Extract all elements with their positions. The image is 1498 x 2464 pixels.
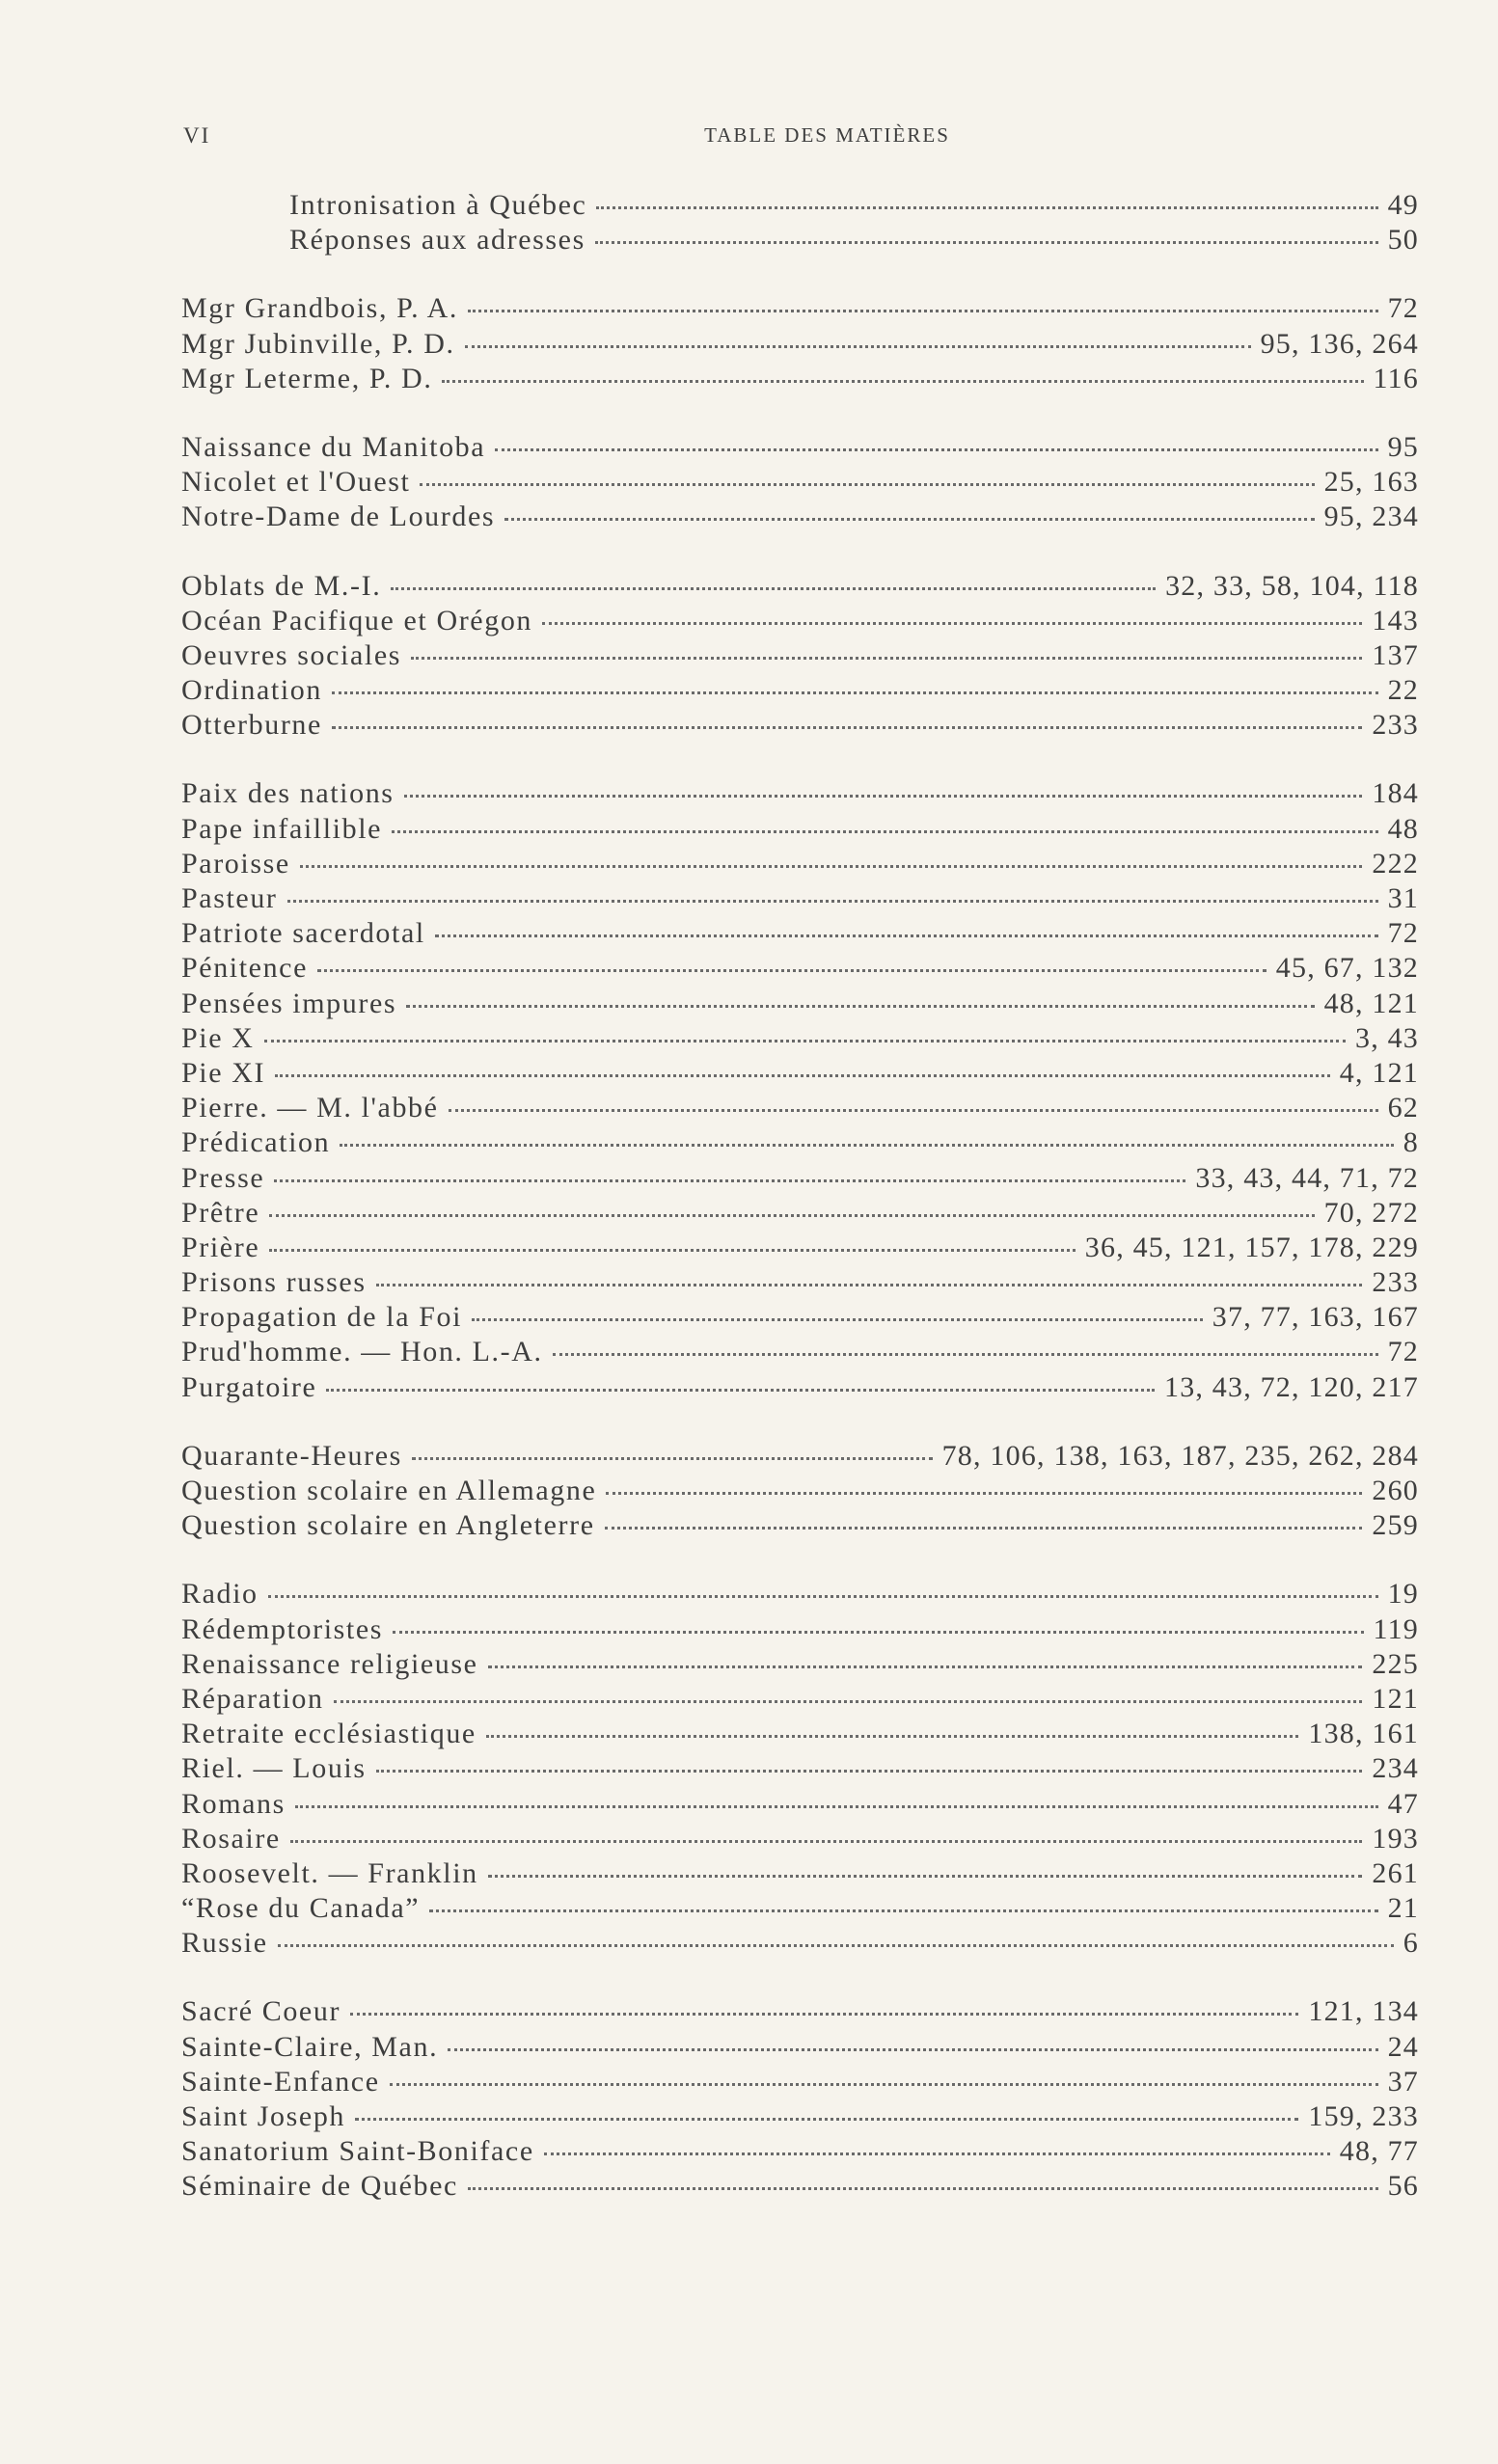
entry-pages: 13, 43, 72, 120, 217	[1164, 1370, 1419, 1403]
entry-pages: 50	[1387, 224, 1419, 257]
index-entry	[181, 951, 1419, 986]
entry-pages: 56	[1387, 2170, 1419, 2203]
entry-label: Propagation de la Foi	[181, 1301, 463, 1334]
running-title: TABLE DES MATIÈRES	[704, 123, 950, 147]
entry-label: Naissance du Manitoba	[181, 430, 486, 463]
dot-leader	[295, 1805, 1378, 1808]
dot-leader	[504, 518, 1314, 521]
index-group	[181, 1577, 1419, 1961]
entry-label: Presse	[181, 1161, 265, 1194]
entry-pages: 193	[1372, 1822, 1419, 1855]
index-entry	[181, 223, 1419, 257]
index-entry	[181, 1717, 1419, 1751]
dot-leader	[393, 1631, 1363, 1634]
index-entries	[181, 188, 1419, 2238]
dot-leader	[274, 1179, 1185, 1182]
index-group	[181, 1994, 1419, 2204]
running-head	[183, 123, 1413, 162]
dot-leader	[300, 865, 1363, 868]
dot-leader	[596, 206, 1377, 209]
index-entry	[181, 1612, 1419, 1647]
entry-pages: 95	[1387, 430, 1419, 463]
entry-label: Ordination	[181, 674, 322, 707]
entry-pages: 70, 272	[1323, 1196, 1419, 1229]
dot-leader	[275, 1074, 1330, 1077]
dot-leader	[606, 1492, 1362, 1495]
dot-leader	[340, 1144, 1394, 1147]
entry-pages: 19	[1387, 1578, 1419, 1611]
entry-pages: 48, 77	[1339, 2135, 1419, 2168]
index-entry	[181, 673, 1419, 708]
entry-label: Oeuvres sociales	[181, 638, 402, 671]
entry-label: Pierre. — M. l'abbé	[181, 1092, 439, 1124]
dot-leader	[355, 2118, 1298, 2121]
dot-leader	[392, 830, 1378, 833]
entry-pages: 260	[1372, 1475, 1419, 1506]
entry-pages: 78, 106, 138, 163, 187, 235, 262, 284	[941, 1439, 1419, 1472]
entry-pages: 8	[1403, 1126, 1419, 1159]
entry-label: Paroisse	[181, 847, 290, 880]
entry-label: Prud'homme. — Hon. L.-A.	[181, 1336, 543, 1368]
index-entry	[181, 1439, 1419, 1474]
entry-label: Quarante-Heures	[181, 1439, 402, 1472]
entry-label: “Rose du Canada”	[181, 1892, 421, 1925]
dot-leader	[332, 726, 1362, 729]
entry-pages: 222	[1372, 847, 1419, 880]
entry-label: Purgatoire	[181, 1370, 317, 1403]
entry-pages: 72	[1387, 292, 1419, 325]
entry-pages: 4, 121	[1339, 1056, 1419, 1089]
entry-label: Sacré Coeur	[181, 1995, 341, 2028]
dot-leader	[268, 1595, 1378, 1598]
dot-leader	[495, 448, 1377, 451]
entry-pages: 48, 121	[1323, 987, 1419, 1019]
entry-label: Sainte-Claire, Man.	[181, 2030, 439, 2063]
entry-label: Pasteur	[181, 882, 278, 914]
dot-leader	[269, 1249, 1076, 1252]
entry-pages: 24	[1387, 2030, 1419, 2063]
entry-label: Oblats de M.-I.	[181, 569, 382, 602]
index-entry	[181, 1056, 1419, 1091]
dot-leader	[468, 310, 1378, 312]
entry-pages: 259	[1372, 1509, 1419, 1542]
dot-leader	[326, 1389, 1155, 1392]
index-group	[181, 430, 1419, 535]
index-entry	[181, 638, 1419, 673]
index-entry	[181, 1370, 1419, 1405]
entry-label: Patriote sacerdotal	[181, 917, 425, 950]
index-entry	[181, 1300, 1419, 1335]
entry-pages: 225	[1372, 1647, 1419, 1680]
index-entry	[181, 916, 1419, 951]
entry-pages: 31	[1387, 882, 1419, 914]
entry-label: Riel. — Louis	[181, 1752, 367, 1785]
dot-leader	[544, 2153, 1330, 2155]
dot-leader	[317, 969, 1266, 972]
index-entry	[181, 2169, 1419, 2204]
dot-leader	[488, 1875, 1363, 1878]
index-entry	[181, 430, 1419, 465]
entry-label: Otterburne	[181, 709, 322, 742]
entry-pages: 72	[1387, 917, 1419, 950]
entry-label: Mgr Leterme, P. D.	[181, 362, 433, 394]
index-entry	[181, 2030, 1419, 2065]
entry-pages: 143	[1372, 604, 1419, 636]
index-group	[181, 569, 1419, 744]
entry-label: Séminaire de Québec	[181, 2170, 458, 2203]
entry-label: Pensées impures	[181, 987, 397, 1019]
index-entry	[181, 569, 1419, 604]
entry-label: Romans	[181, 1787, 286, 1820]
index-entry	[181, 327, 1419, 362]
entry-pages: 33, 43, 44, 71, 72	[1195, 1161, 1419, 1194]
entry-label: Radio	[181, 1578, 259, 1611]
dot-leader	[420, 483, 1314, 486]
index-entry	[181, 2099, 1419, 2134]
entry-pages: 121	[1372, 1682, 1419, 1715]
entry-label: Mgr Grandbois, P. A.	[181, 292, 459, 325]
index-entry	[181, 1751, 1419, 1786]
index-entry	[181, 881, 1419, 916]
index-entry	[181, 465, 1419, 500]
index-entry	[181, 1335, 1419, 1369]
index-entry	[181, 708, 1419, 743]
dot-leader	[391, 587, 1156, 590]
dot-leader	[350, 2013, 1298, 2016]
entry-pages: 48	[1387, 812, 1419, 845]
index-entry	[181, 1508, 1419, 1543]
dot-leader	[278, 1944, 1394, 1947]
entry-label: Rosaire	[181, 1822, 281, 1855]
entry-label: Réparation	[181, 1682, 324, 1715]
entry-label: Notre-Dame de Lourdes	[181, 501, 496, 533]
dot-leader	[605, 1527, 1363, 1530]
index-entry	[181, 1021, 1419, 1056]
index-entry	[181, 2134, 1419, 2169]
entry-pages: 137	[1372, 638, 1419, 671]
entry-label: Pape infaillible	[181, 812, 383, 845]
entry-pages: 22	[1387, 674, 1419, 707]
index-entry	[181, 1891, 1419, 1926]
index-entry	[181, 1682, 1419, 1717]
entry-label: Roosevelt. — Franklin	[181, 1856, 478, 1889]
dot-leader	[264, 1040, 1347, 1042]
dot-leader	[429, 1909, 1377, 1912]
entry-label: Intronisation à Québec	[289, 189, 587, 221]
entry-pages: 25, 163	[1323, 466, 1419, 499]
dot-leader	[404, 795, 1363, 798]
dot-leader	[269, 1214, 1314, 1217]
entry-pages: 95, 136, 264	[1260, 327, 1419, 360]
entry-label: Prisons russes	[181, 1266, 367, 1299]
entry-label: Sainte-Enfance	[181, 2065, 380, 2098]
dot-leader	[468, 2187, 1378, 2190]
entry-pages: 21	[1387, 1892, 1419, 1925]
index-entry	[181, 1926, 1419, 1961]
dot-leader	[449, 1109, 1378, 1112]
entry-label: Saint Joseph	[181, 2100, 346, 2132]
index-entry	[181, 188, 1419, 223]
index-entry	[181, 1822, 1419, 1856]
dot-leader	[448, 2048, 1377, 2051]
entry-label: Pie X	[181, 1021, 255, 1054]
entry-pages: 47	[1387, 1787, 1419, 1820]
entry-label: Prière	[181, 1231, 260, 1263]
index-entry	[181, 987, 1419, 1021]
entry-pages: 159, 233	[1308, 2100, 1419, 2132]
entry-pages: 261	[1372, 1856, 1419, 1889]
entry-pages: 121, 134	[1308, 1995, 1419, 2028]
index-group	[181, 776, 1419, 1404]
index-group	[181, 188, 1419, 257]
dot-leader	[411, 657, 1362, 660]
dot-leader	[334, 1700, 1363, 1703]
index-entry	[181, 1994, 1419, 2029]
index-entry	[181, 500, 1419, 534]
dot-leader	[390, 2083, 1378, 2086]
index-entry	[181, 1787, 1419, 1822]
dot-leader	[406, 1005, 1314, 1008]
index-entry	[181, 1856, 1419, 1891]
entry-label: Pie XI	[181, 1056, 266, 1089]
entry-pages: 6	[1403, 1927, 1419, 1960]
entry-label: Paix des nations	[181, 777, 395, 810]
dot-leader	[542, 622, 1362, 625]
dot-leader	[553, 1353, 1378, 1356]
index-entry	[181, 1647, 1419, 1682]
entry-pages: 36, 45, 121, 157, 178, 229	[1084, 1231, 1419, 1263]
entry-pages: 116	[1373, 362, 1419, 394]
index-entry	[181, 776, 1419, 811]
entry-label: Renaissance religieuse	[181, 1647, 478, 1680]
entry-pages: 37, 77, 163, 167	[1212, 1301, 1419, 1334]
dot-leader	[376, 1284, 1363, 1286]
dot-leader	[332, 691, 1378, 694]
dot-leader	[412, 1457, 933, 1460]
entry-pages: 234	[1372, 1752, 1419, 1785]
index-group	[181, 1439, 1419, 1544]
dot-leader	[376, 1770, 1363, 1773]
entry-label: Océan Pacifique et Orégon	[181, 604, 533, 636]
index-entry	[181, 362, 1419, 396]
dot-leader	[290, 1840, 1363, 1843]
entry-label: Retraite ecclésiastique	[181, 1718, 477, 1750]
entry-label: Nicolet et l'Ouest	[181, 466, 411, 499]
entry-label: Réponses aux adresses	[289, 224, 586, 257]
entry-pages: 45, 67, 132	[1275, 952, 1419, 985]
index-entry	[181, 1161, 1419, 1196]
index-entry	[181, 1091, 1419, 1125]
dot-leader	[486, 1735, 1299, 1738]
page-folio: VI	[183, 123, 211, 148]
entry-label: Question scolaire en Allemagne	[181, 1475, 597, 1506]
index-entry	[181, 847, 1419, 881]
entry-label: Prédication	[181, 1126, 331, 1159]
dot-leader	[465, 345, 1251, 348]
entry-pages: 37	[1387, 2065, 1419, 2098]
dot-leader	[435, 934, 1378, 937]
entry-label: Pénitence	[181, 952, 309, 985]
entry-pages: 184	[1372, 777, 1419, 810]
entry-label: Mgr Jubinville, P. D.	[181, 327, 455, 360]
entry-label: Russie	[181, 1927, 268, 1960]
entry-label: Prêtre	[181, 1196, 260, 1229]
entry-label: Question scolaire en Angleterre	[181, 1509, 595, 1542]
entry-pages: 95, 234	[1323, 501, 1419, 533]
entry-pages: 49	[1387, 189, 1419, 221]
dot-leader	[472, 1318, 1203, 1321]
dot-leader	[442, 380, 1363, 383]
index-entry	[181, 1196, 1419, 1231]
index-entry	[181, 2065, 1419, 2099]
entry-pages: 62	[1387, 1092, 1419, 1124]
dot-leader	[287, 900, 1378, 903]
entry-pages: 233	[1372, 709, 1419, 742]
entry-pages: 32, 33, 58, 104, 118	[1165, 569, 1419, 602]
index-entry	[181, 1577, 1419, 1611]
entry-label: Rédemptoristes	[181, 1612, 384, 1645]
index-entry	[181, 812, 1419, 847]
entry-pages: 72	[1387, 1336, 1419, 1368]
entry-pages: 3, 43	[1355, 1021, 1419, 1054]
index-entry	[181, 291, 1419, 326]
entry-label: Sanatorium Saint-Boniface	[181, 2135, 534, 2168]
entry-pages: 119	[1373, 1612, 1419, 1645]
index-entry	[181, 1231, 1419, 1265]
dot-leader	[595, 241, 1378, 244]
entry-pages: 233	[1372, 1266, 1419, 1299]
index-entry	[181, 1125, 1419, 1160]
index-entry	[181, 604, 1419, 638]
dot-leader	[488, 1665, 1363, 1668]
index-entry	[181, 1265, 1419, 1300]
index-entry	[181, 1474, 1419, 1508]
entry-pages: 138, 161	[1308, 1718, 1419, 1750]
index-group	[181, 291, 1419, 396]
